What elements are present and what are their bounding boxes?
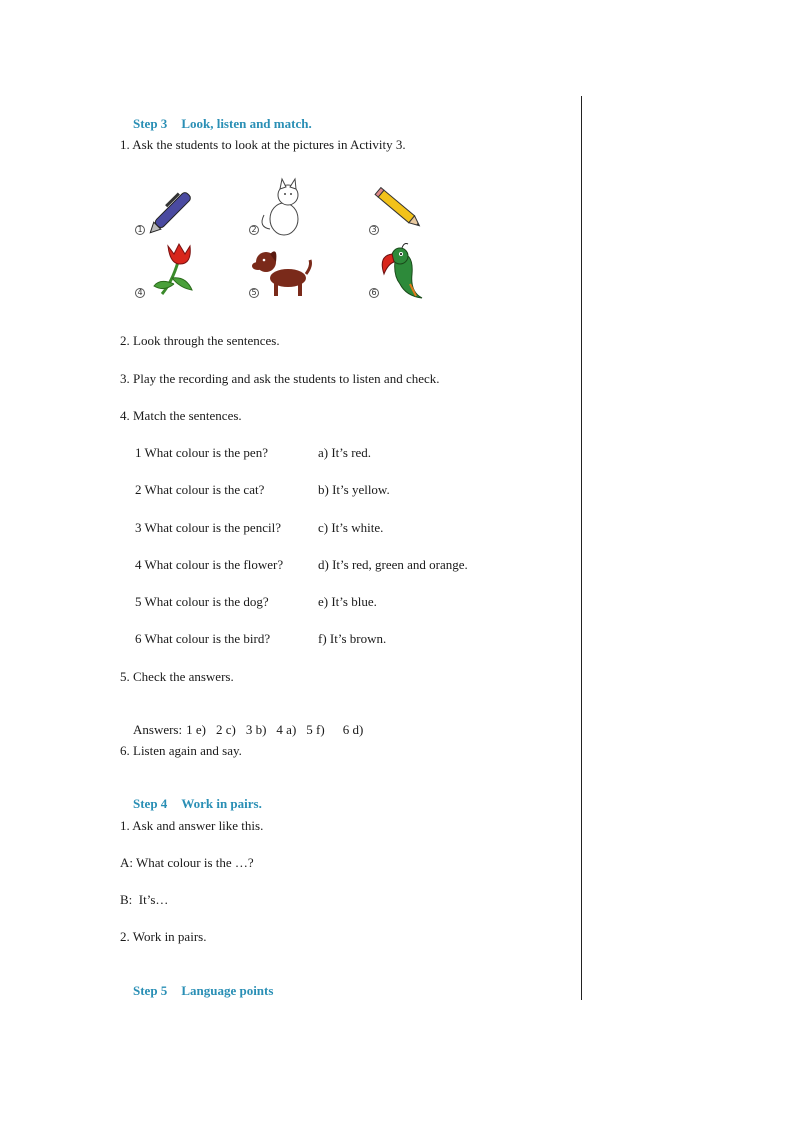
step5-label: Step 5 (133, 983, 168, 998)
step4-title: Work in pairs. (181, 796, 262, 811)
step3-label: Step 3 (133, 116, 168, 131)
picture-number: 2 (249, 225, 259, 235)
margin-rule (581, 96, 582, 1000)
match-question: 5 What colour is the dog? (135, 594, 269, 609)
match-answer: b) It’s yellow. (318, 482, 390, 497)
answers-label: Answers: (133, 722, 183, 737)
step3-item-6: 6. Listen again and say. (120, 743, 242, 758)
answer-key: 3 b) (245, 722, 267, 737)
dialogue-a: A: What colour is the …? (120, 855, 254, 870)
match-question: 2 What colour is the cat? (135, 482, 265, 497)
answer-key: 4 a) (276, 722, 297, 737)
match-question: 3 What colour is the pencil? (135, 520, 281, 535)
pen-icon (140, 177, 210, 239)
answer-key: 5 f) (306, 722, 325, 737)
answer-key: 6 d) (342, 722, 364, 737)
picture-number: 5 (249, 288, 259, 298)
picture-number: 3 (369, 225, 379, 235)
match-question: 1 What colour is the pen? (135, 445, 268, 460)
dialogue-b: B: It’s… (120, 892, 169, 907)
match-answer: a) It’s red. (318, 445, 372, 460)
step4-label: Step 4 (133, 796, 168, 811)
answer-key: 2 c) (215, 722, 236, 737)
match-answer: c) It’s white. (318, 520, 384, 535)
step3-item-1: 1. Ask the students to look at the pictures in Activity 3. (120, 137, 406, 152)
answer-key: 1 e) (186, 722, 206, 737)
picture-number: 1 (135, 225, 145, 235)
step4-item-1: 1. Ask and answer like this. (120, 818, 264, 833)
step3-item-3: 3. Play the recording and ask the students to listen and check. (120, 371, 440, 386)
step3-item-2: 2. Look through the sentences. (120, 333, 280, 348)
match-answer: e) It’s blue. (318, 594, 377, 609)
step4-item-2: 2. Work in pairs. (120, 929, 207, 944)
step5-heading (120, 967, 273, 1015)
match-question: 6 What colour is the bird? (135, 631, 271, 646)
cat-icon (254, 177, 324, 239)
match-answer: f) It’s brown. (318, 631, 387, 646)
flower-icon (142, 238, 212, 300)
picture-number: 4 (135, 288, 145, 298)
step5-title: Language points (181, 983, 274, 998)
picture-number: 6 (369, 288, 379, 298)
step3-item-4: 4. Match the sentences. (120, 408, 242, 423)
step3-title: Look, listen and match. (181, 116, 312, 131)
match-answer: d) It’s red, green and orange. (318, 557, 468, 572)
step3-item-5: 5. Check the answers. (120, 669, 234, 684)
match-question: 4 What colour is the flower? (135, 557, 284, 572)
